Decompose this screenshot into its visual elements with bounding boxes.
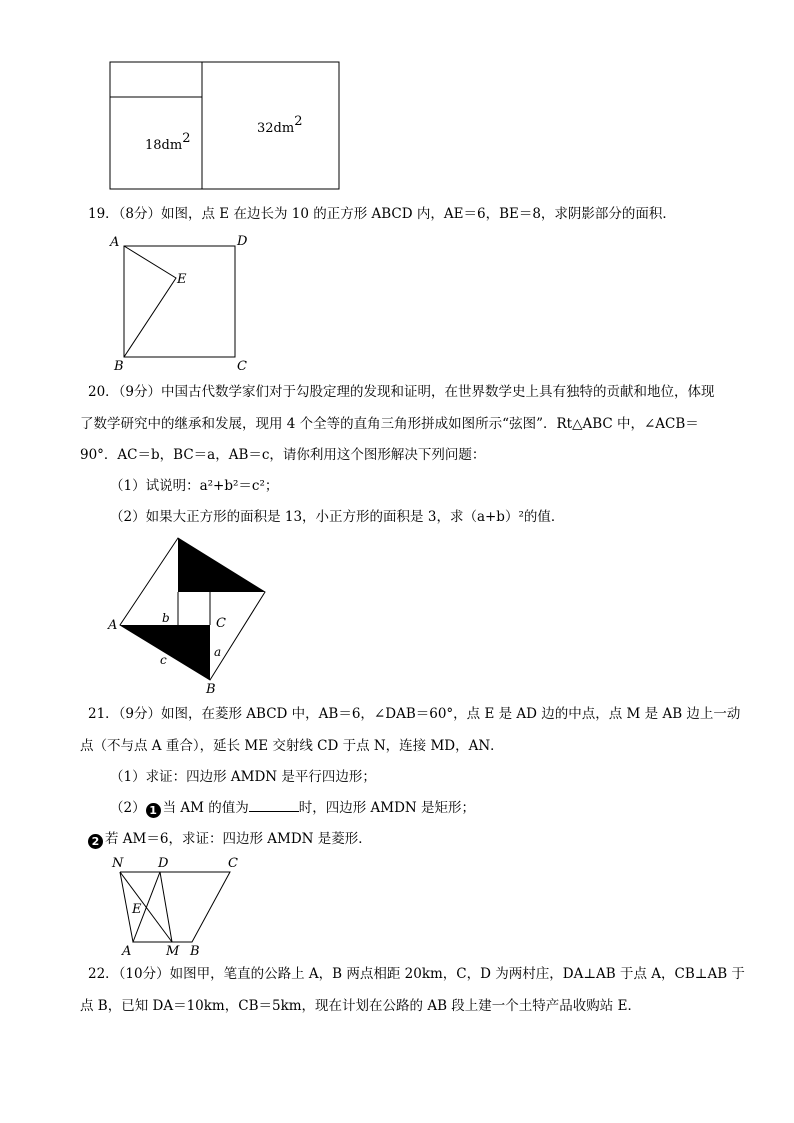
area-label-large: 32dm2: [257, 114, 303, 136]
segments-ae-eb: [124, 246, 176, 357]
label-B: B: [114, 359, 124, 374]
label-A: A: [122, 944, 132, 959]
area-label-small: 18dm2: [145, 131, 191, 153]
label-A: A: [110, 235, 120, 250]
outer-rectangle: [110, 62, 339, 189]
q22-line2: 点 B，已知 DA＝10km，CB＝5km，现在计划在公路的 AB 段上建一个土特产品收购站 E．: [80, 998, 641, 1014]
circled-number-1: 1: [146, 803, 161, 818]
segment-md: [160, 872, 172, 942]
square-abcd: [124, 246, 235, 357]
q21-line1: 21．（9分）如图，在菱形 ABCD 中，AB＝6，∠DAB＝60°，点 E 是 AD 边的中点，点 M 是 AB 边上一动: [88, 706, 741, 722]
label-a: a: [214, 645, 222, 659]
label-D: D: [158, 856, 169, 871]
q22-line1: 22．（10分）如图甲，笔直的公路上 A，B 两点相距 20km，C，D 为两村庄，DA⊥AB 于点 A，CB⊥AB 于: [88, 966, 745, 982]
answer-blank[interactable]: [249, 799, 299, 812]
q20-part2: （2）如果大正方形的面积是 13，小正方形的面积是 3，求（a+b）²的值．: [110, 509, 565, 525]
part2b-text: 若 AM＝6，求证：四边形 AMDN 是菱形．: [105, 831, 372, 847]
label-E: E: [177, 272, 187, 287]
label-B: B: [190, 944, 200, 959]
q20-line1: 20．（9分）中国古代数学家们对于勾股定理的发现和证明，在世界数学史上具有独特的贡献和地位，体现: [88, 384, 715, 400]
label-M: M: [166, 944, 180, 959]
q20-line3: 90°．AC＝b，BC＝a，AB＝c，请你利用这个图形解决下列问题：: [80, 447, 486, 463]
q20-line2: 了数学研究中的继承和发展，现用 4 个全等的直角三角形拼成如图所示“弦图”．Rt△ABC 中，∠ACB＝: [80, 416, 699, 432]
label-b: b: [162, 611, 170, 625]
label-c: c: [160, 653, 167, 667]
rhombus-abcd: [133, 872, 230, 942]
q21-part1: （1）求证：四边形 AMDN 是平行四边形；: [110, 769, 376, 785]
q20-part1: （1）试说明：a²+b²＝c²；: [110, 478, 279, 494]
q19-text: 19．（8分）如图，点 E 在边长为 10 的正方形 ABCD 内，AE＝6，BE＝8，求阴影部分的面积．: [88, 206, 676, 222]
label-C: C: [237, 359, 247, 374]
label-C: C: [228, 856, 238, 871]
part2a-before: 当 AM 的值为: [162, 800, 249, 816]
squares-figure: [0, 0, 794, 200]
q21-line2: 点（不与点 A 重合），延长 ME 交射线 CD 于点 N，连接 MD，AN．: [80, 738, 504, 754]
label-N: N: [112, 856, 124, 871]
string-figure: [100, 530, 280, 700]
label-C: C: [216, 616, 226, 631]
q21-part2a: [110, 799, 475, 818]
label-E: E: [132, 902, 142, 917]
segment-nm: [120, 872, 172, 942]
label-B: B: [206, 682, 216, 697]
circled-number-2: 2: [88, 834, 103, 849]
label-A: A: [108, 618, 118, 633]
part2a-after: 时，四边形 AMDN 是矩形；: [298, 800, 476, 816]
rhombus-figure: [100, 852, 260, 962]
label-D: D: [237, 234, 248, 249]
q21-part2b: [88, 830, 372, 849]
part2-prefix: （2）: [110, 800, 146, 816]
q19-figure: [100, 228, 270, 378]
